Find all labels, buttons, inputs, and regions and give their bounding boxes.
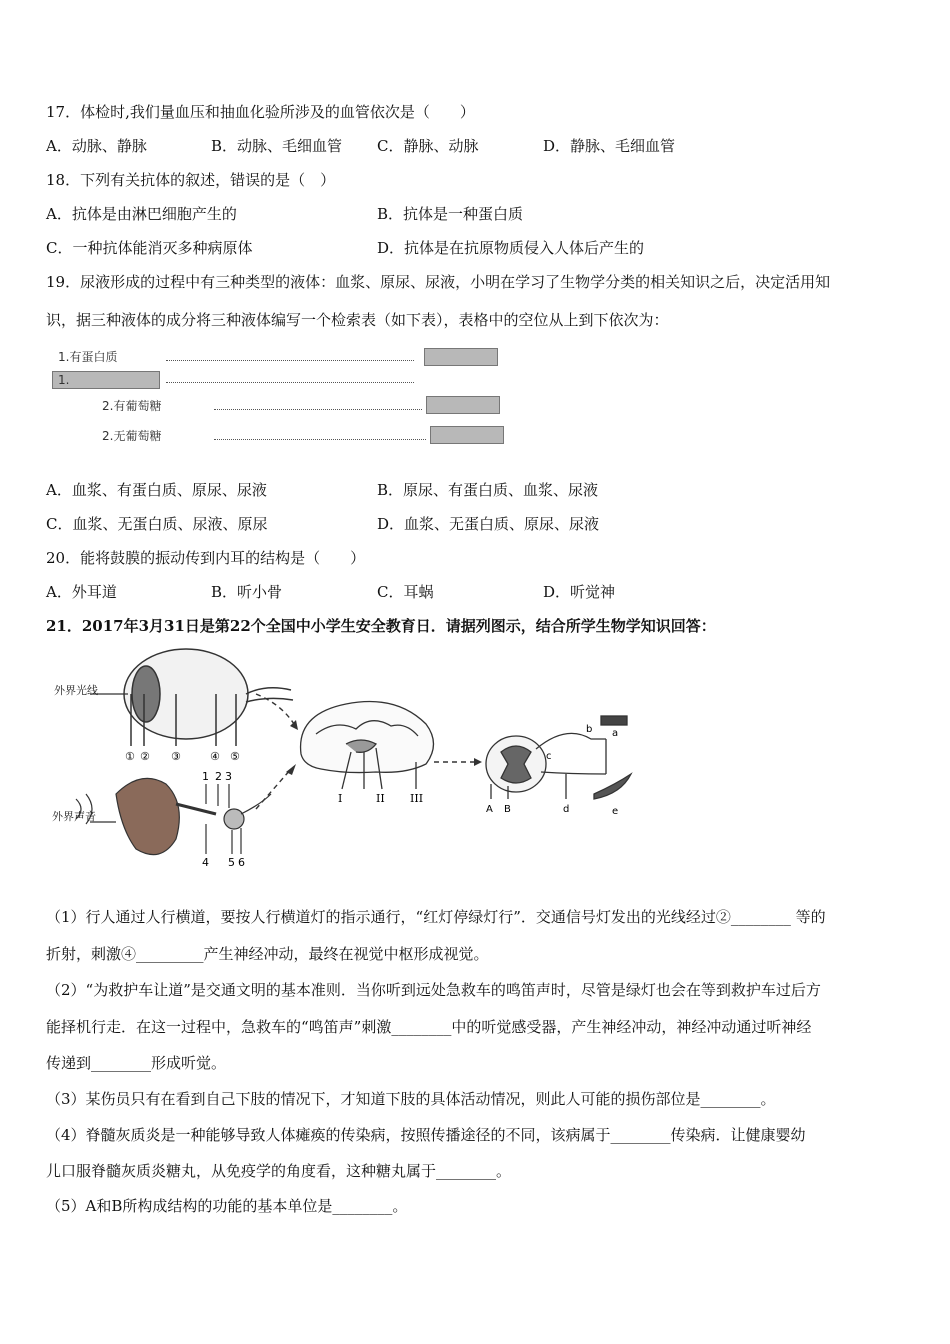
q18-option-b[interactable]: B．抗体是一种蛋白质	[377, 205, 524, 223]
eye-illustration	[90, 649, 293, 746]
brain-illustration	[301, 702, 434, 790]
cord-label-d: d	[563, 804, 570, 815]
q18-stem: 18．下列有关抗体的叙述，错误的是（ ）	[46, 171, 336, 189]
cord-label-b-lower: b	[586, 724, 593, 735]
ear-input-label: 外界声音	[52, 810, 96, 823]
q19-stem-line1: 19．尿液形成的过程中有三种类型的液体：血浆、原尿、尿液，小明在学习了生物学分类的相关知识之后，决定活用知	[46, 273, 831, 291]
ear-to-brain-arrow	[256, 769, 291, 809]
brain-label-2: II	[376, 792, 385, 805]
ear-num-5: 5	[228, 856, 235, 869]
q17-option-b[interactable]: B．动脉、毛细血管	[211, 137, 343, 155]
blank-box-3	[426, 396, 500, 414]
q21-part2-line3: 传递到________形成听觉。	[46, 1054, 227, 1072]
q20-stem: 20．能将鼓膜的振动传到内耳的结构是（ ）	[46, 549, 366, 567]
ear-num-3: 3	[225, 770, 232, 783]
q19-option-c[interactable]: C．血浆、无蛋白质、尿液、原尿	[46, 515, 268, 533]
q19-stem-line2: 识，据三种液体的成分将三种液体编写一个检索表（如下表），表格中的空位从上到下依次为：	[46, 311, 669, 329]
key-row-4: 2.无葡萄糖	[102, 429, 162, 443]
q21-part4-line2: 儿口服脊髓灰质炎糖丸，从免疫学的角度看，这种糖丸属于________。	[46, 1162, 512, 1180]
cord-label-a-lower: a	[612, 728, 619, 739]
q18-option-c[interactable]: C．一种抗体能消灭多种病原体	[46, 239, 253, 257]
cord-label-a: A	[486, 804, 493, 815]
eye-ear-brain-spinal-diagram	[46, 644, 646, 874]
q17-option-c[interactable]: C．静脉、动脉	[377, 137, 479, 155]
q21-part1-line1: （1）行人通过人行横道，要按人行横道灯的指示通行，“红灯停绿灯行”．交通信号灯发出的光线经过②________ 等的	[46, 908, 826, 926]
q21-part5: （5）A和B所构成结构的功能的基本单位是________。	[46, 1197, 408, 1215]
q17-stem: 17．体检时,我们量血压和抽血化验所涉及的血管依次是（ ）	[46, 103, 475, 121]
q21-part2-line2: 能择机行走．在这一过程中，急救车的“鸣笛声”刺激________中的听觉感受器，产生神经冲动，神经冲动通过听神经	[46, 1018, 812, 1036]
q20-option-d[interactable]: D．听觉神	[543, 583, 616, 601]
q20-option-b[interactable]: B．听小骨	[211, 583, 283, 601]
cord-label-c: c	[546, 751, 552, 762]
ear-num-2: 2	[215, 770, 222, 783]
q18-option-a[interactable]: A．抗体是由淋巴细胞产生的	[46, 205, 237, 223]
blank-box-4	[430, 426, 504, 444]
q21-part2-line1: （2）“为救护车让道”是交通文明的基本准则．当你听到远处急救车的鸣笛声时，尽管是绿灯也会在等到救护车过后方	[46, 981, 821, 999]
ear-num-1: 1	[202, 770, 209, 783]
eye-num-2: ②	[140, 750, 150, 763]
q19-option-d[interactable]: D．血浆、无蛋白质、原尿、尿液	[377, 515, 600, 533]
ear-num-4: 4	[202, 856, 209, 869]
q20-option-a[interactable]: A．外耳道	[46, 583, 117, 601]
q18-option-d[interactable]: D．抗体是在抗原物质侵入人体后产生的	[377, 239, 645, 257]
q19-option-b[interactable]: B．原尿、有蛋白质、血浆、尿液	[377, 481, 599, 499]
q17-option-a[interactable]: A．动脉、静脉	[46, 137, 147, 155]
q19-key-table	[50, 342, 520, 452]
eye-input-label: 外界光线	[54, 684, 98, 697]
q19-option-a[interactable]: A．血浆、有蛋白质、原尿、尿液	[46, 481, 267, 499]
eye-num-4: ④	[210, 750, 220, 763]
eye-num-1: ①	[125, 750, 135, 763]
brain-label-3: III	[410, 792, 424, 805]
spinal-reflex-arc	[486, 716, 631, 799]
q21-part3: （3）某伤员只有在看到自己下肢的情况下，才知道下肢的具体活动情况，则此人可能的损伤部位是________。	[46, 1090, 776, 1108]
q21-figure	[46, 644, 646, 874]
q21-part4-line1: （4）脊髓灰质炎是一种能够导致人体瘫痪的传染病，按照传播途径的不同，该病属于________传染病．让健康婴幼	[46, 1126, 806, 1144]
q21-part1-line2: 折射，刺激④_________产生神经冲动，最终在视觉中枢形成视觉。	[46, 945, 489, 963]
blank-box-1	[424, 348, 498, 366]
cord-label-e: e	[612, 806, 619, 817]
brain-label-1: I	[338, 792, 343, 805]
q20-option-c[interactable]: C．耳蜗	[377, 583, 434, 601]
key-row-1: 1.有蛋白质	[58, 350, 118, 364]
q17-option-d[interactable]: D．静脉、毛细血管	[543, 137, 676, 155]
eye-num-3: ③	[171, 750, 181, 763]
key-row-2: 1.	[58, 373, 70, 387]
key-row-3: 2.有葡萄糖	[102, 399, 162, 413]
q21-stem: 21．2017年3月31日是第22个全国中小学生安全教育日．请据列图示，结合所学生物学知识回答：	[46, 617, 716, 635]
cord-label-b: B	[504, 804, 511, 815]
eye-num-5: ⑤	[230, 750, 240, 763]
ear-num-6: 6	[238, 856, 245, 869]
ear-illustration	[76, 778, 271, 854]
